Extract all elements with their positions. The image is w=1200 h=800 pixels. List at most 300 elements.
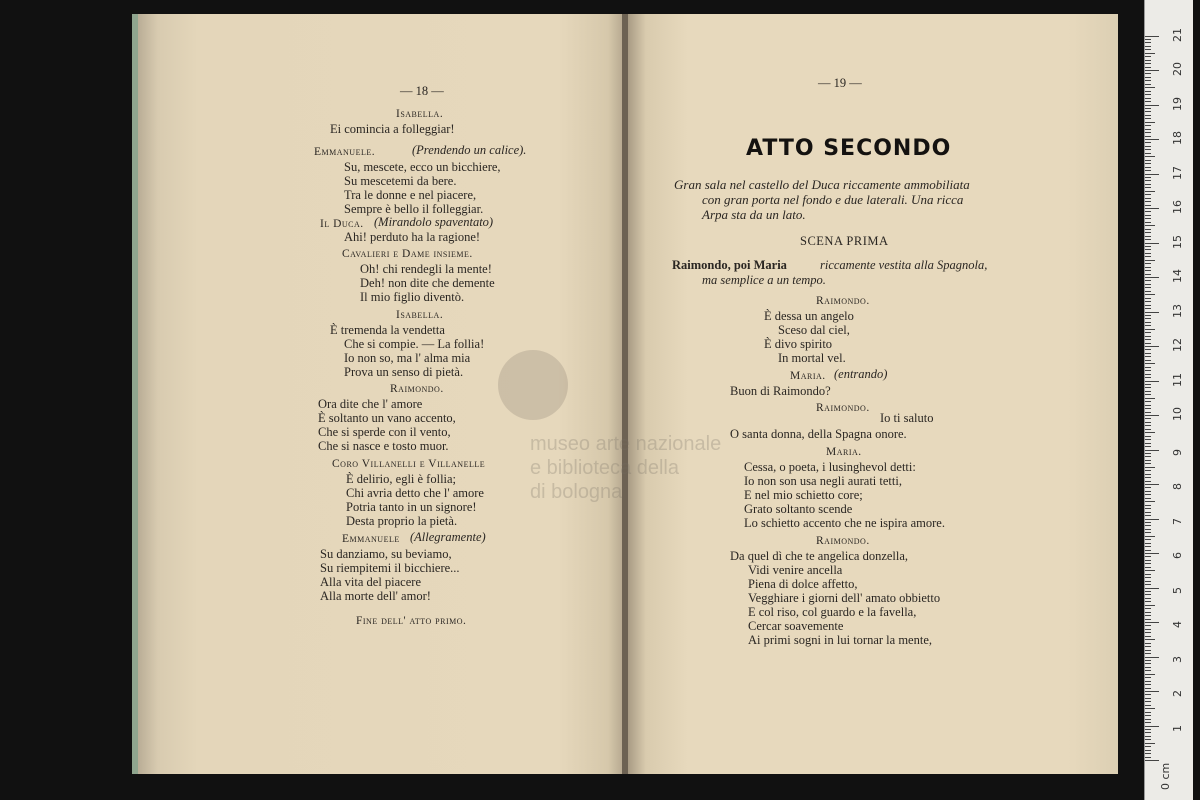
verse-line: Su mescetemi da bere. — [344, 174, 457, 188]
ruler-tick — [1145, 91, 1151, 92]
ruler-tick — [1145, 674, 1155, 675]
ruler-tick — [1145, 484, 1159, 485]
characters-line: Raimondo, poi Maria — [672, 258, 787, 272]
ruler-tick — [1145, 632, 1151, 633]
ruler-tick — [1145, 415, 1159, 416]
ruler-tick — [1145, 167, 1151, 168]
ruler-tick — [1145, 612, 1151, 613]
ruler-tick — [1145, 115, 1151, 116]
ruler-tick — [1145, 705, 1151, 706]
ruler-tick — [1145, 198, 1151, 199]
ruler-tick — [1145, 84, 1151, 85]
speaker-label: Emmanuele — [342, 533, 400, 545]
ruler-tick — [1145, 567, 1151, 568]
ruler-tick — [1145, 422, 1151, 423]
ruler-tick — [1145, 601, 1151, 602]
ruler-tick — [1145, 619, 1151, 620]
ruler-tick — [1145, 305, 1151, 306]
ruler-tick — [1145, 98, 1151, 99]
ruler-tick — [1145, 460, 1151, 461]
ruler-tick — [1145, 425, 1151, 426]
measuring-ruler — [1144, 0, 1193, 800]
ruler-label: 4 — [1171, 621, 1184, 628]
ruler-tick — [1145, 681, 1151, 682]
ruler-tick — [1145, 225, 1155, 226]
verse-line: Da quel dì che te angelica donzella, — [730, 549, 909, 563]
ruler-tick — [1145, 439, 1151, 440]
ruler-tick — [1145, 160, 1151, 161]
speaker-label: Isabella. — [396, 309, 444, 321]
ruler-tick — [1145, 377, 1151, 378]
ruler-tick — [1145, 418, 1151, 419]
ruler-tick — [1145, 550, 1151, 551]
scene-description: Arpa sta da un lato. — [702, 207, 806, 222]
ruler-tick — [1145, 650, 1151, 651]
ruler-tick — [1145, 322, 1151, 323]
ruler-tick — [1145, 349, 1151, 350]
ruler-tick — [1145, 684, 1151, 685]
ruler-tick — [1145, 539, 1151, 540]
ruler-tick — [1145, 39, 1151, 40]
ruler-tick — [1145, 608, 1151, 609]
ruler-tick — [1145, 491, 1151, 492]
ruler-tick — [1145, 739, 1151, 740]
ruler-tick — [1145, 387, 1151, 388]
ruler-tick — [1145, 456, 1151, 457]
ruler-tick — [1145, 470, 1151, 471]
ruler-tick — [1145, 553, 1159, 554]
right-page — [628, 14, 1118, 774]
ruler-tick — [1145, 187, 1151, 188]
ruler-tick — [1145, 274, 1151, 275]
ruler-tick — [1145, 315, 1151, 316]
ruler-tick — [1145, 146, 1151, 147]
stage-direction: (entrando) — [834, 367, 888, 381]
ruler-tick — [1145, 53, 1155, 54]
ruler-tick — [1145, 639, 1155, 640]
verse-line: E nel mio schietto core; — [744, 488, 863, 502]
verse-line: Io ti saluto — [880, 411, 934, 425]
ruler-label: 2 — [1171, 690, 1184, 697]
ruler-tick — [1145, 691, 1159, 692]
watermark-line: e biblioteca della — [530, 457, 679, 479]
ruler-label: 14 — [1171, 269, 1184, 283]
speaker-label: Raimondo. — [816, 535, 870, 547]
ruler-tick — [1145, 653, 1151, 654]
verse-line: Io non so, ma l' alma mia — [344, 351, 471, 365]
ruler-tick — [1145, 136, 1151, 137]
ruler-tick — [1145, 153, 1151, 154]
ruler-tick — [1145, 667, 1151, 668]
ruler-label: 17 — [1171, 165, 1184, 180]
verse-line: Cessa, o poeta, i lusinghevol detti: — [744, 460, 916, 474]
ruler-tick — [1145, 574, 1151, 575]
verse-line: Che si nasce e tosto muor. — [318, 439, 449, 453]
ruler-tick — [1145, 629, 1151, 630]
speaker-label: Maria. — [826, 446, 862, 458]
ruler-tick — [1145, 105, 1159, 106]
ruler-tick — [1145, 163, 1151, 164]
ruler-tick — [1145, 405, 1151, 406]
ruler-tick — [1145, 487, 1151, 488]
ruler-tick — [1145, 370, 1151, 371]
ruler-tick — [1145, 94, 1151, 95]
verse-line: È soltanto un vano accento, — [318, 411, 456, 425]
ruler-tick — [1145, 118, 1151, 119]
ruler-label: 18 — [1171, 131, 1184, 145]
ruler-tick — [1145, 218, 1151, 219]
ruler-tick — [1145, 732, 1151, 733]
speaker-label: Raimondo. — [816, 402, 870, 414]
ruler-label: 8 — [1171, 483, 1184, 490]
ruler-tick — [1145, 87, 1155, 88]
stage-direction: (Mirandolo spaventato) — [374, 215, 494, 229]
ruler-tick — [1145, 588, 1159, 589]
ruler-tick — [1145, 615, 1151, 616]
ruler-tick — [1145, 505, 1151, 506]
speaker-label: Isabella. — [396, 108, 444, 120]
ruler-tick — [1145, 663, 1151, 664]
ruler-tick — [1145, 277, 1159, 278]
ruler-tick — [1145, 260, 1155, 261]
ruler-tick — [1145, 515, 1151, 516]
ruler-tick — [1145, 63, 1151, 64]
ruler-tick — [1145, 384, 1151, 385]
act-end-label: Fine dell' atto primo. — [356, 615, 467, 627]
ruler-tick — [1145, 726, 1159, 727]
speaker-label: Cavalieri e Dame insieme. — [342, 248, 473, 260]
verse-line: È divo spirito — [764, 337, 833, 351]
ruler-tick — [1145, 677, 1151, 678]
ruler-tick — [1145, 177, 1151, 178]
ruler-tick — [1145, 622, 1159, 623]
ruler-tick — [1145, 49, 1151, 50]
ruler-tick — [1145, 156, 1155, 157]
ruler-tick — [1145, 436, 1151, 437]
verse-line: Piena di dolce affetto, — [748, 577, 858, 591]
verse-line: Io non son usa negli aurati tetti, — [744, 474, 902, 488]
ruler-tick — [1145, 108, 1151, 109]
verse-line: È delirio, egli è follia; — [346, 472, 457, 486]
ruler-label: 15 — [1171, 234, 1184, 249]
ruler-tick — [1145, 312, 1159, 313]
ruler-tick — [1145, 401, 1151, 402]
verse-line: Vidi venire ancella — [748, 563, 843, 577]
ruler-label: 21 — [1171, 27, 1184, 42]
verse-line: Vegghiare i giorni dell' amato obbietto — [748, 591, 941, 605]
ruler-tick — [1145, 267, 1151, 268]
ruler-tick — [1145, 474, 1151, 475]
speaker-label: Emmanuele. — [314, 146, 376, 158]
ruler-tick — [1145, 605, 1155, 606]
verse-line: Ei comincia a folleggiar! — [330, 122, 455, 136]
ruler-tick — [1145, 501, 1155, 502]
ruler-tick — [1145, 477, 1151, 478]
ruler-tick — [1145, 215, 1151, 216]
ruler-tick — [1145, 353, 1151, 354]
ruler-tick — [1145, 563, 1151, 564]
speaker-label: Il Duca. — [320, 218, 364, 230]
ruler-label: 19 — [1171, 96, 1184, 111]
verse-line: Ahi! perduto ha la ragione! — [344, 230, 481, 244]
ruler-tick — [1145, 519, 1159, 520]
ruler-tick — [1145, 249, 1151, 250]
ruler-tick — [1145, 208, 1159, 209]
ruler-tick — [1145, 712, 1151, 713]
ruler-tick — [1145, 201, 1151, 202]
ruler-tick — [1145, 708, 1155, 709]
ruler-tick — [1145, 149, 1151, 150]
verse-line: Prova un senso di pietà. — [344, 365, 464, 379]
ruler-tick — [1145, 536, 1155, 537]
ruler-tick — [1145, 287, 1151, 288]
ruler-tick — [1145, 643, 1151, 644]
ruler-tick — [1145, 760, 1159, 761]
ruler-tick — [1145, 298, 1151, 299]
ruler-label: 10 — [1171, 407, 1184, 421]
verse-line: Potria tanto in un signore! — [346, 500, 477, 514]
ruler-tick — [1145, 132, 1151, 133]
ruler-tick — [1145, 432, 1155, 433]
ruler-tick — [1145, 291, 1151, 292]
ruler-tick — [1145, 498, 1151, 499]
ruler-tick — [1145, 374, 1151, 375]
verse-line: Sceso dal ciel, — [778, 323, 850, 337]
left-page-number: — 18 — — [400, 84, 444, 98]
ruler-tick — [1145, 194, 1151, 195]
ruler-tick — [1145, 581, 1151, 582]
ruler-tick — [1145, 253, 1151, 254]
open-book — [132, 14, 1118, 774]
ruler-tick — [1145, 246, 1151, 247]
ruler-tick — [1145, 463, 1151, 464]
ruler-tick — [1145, 46, 1151, 47]
ruler-label: 16 — [1171, 200, 1184, 214]
ruler-tick — [1145, 412, 1151, 413]
ruler-tick — [1145, 525, 1151, 526]
ruler-label: 11 — [1171, 372, 1184, 387]
ruler-tick — [1145, 80, 1151, 81]
verse-line: È tremenda la vendetta — [330, 323, 445, 337]
ruler-tick — [1145, 529, 1151, 530]
ruler-tick — [1145, 346, 1159, 347]
ruler-tick — [1145, 256, 1151, 257]
verse-line: Cercar soavemente — [748, 619, 844, 633]
ruler-tick — [1145, 301, 1151, 302]
ruler-tick — [1145, 512, 1151, 513]
watermark-line: museo arte nazionale — [530, 433, 722, 455]
ruler-tick — [1145, 443, 1151, 444]
ruler-tick — [1145, 332, 1151, 333]
ruler-tick — [1145, 570, 1155, 571]
ruler-tick — [1145, 688, 1151, 689]
verse-line: Su, mescete, ecco un bicchiere, — [344, 160, 501, 174]
ruler-unit: 0 cm — [1159, 762, 1172, 790]
ruler-tick — [1145, 36, 1159, 37]
ruler-tick — [1145, 325, 1151, 326]
verse-line: Su danziamo, su beviamo, — [320, 547, 452, 561]
ruler-tick — [1145, 294, 1155, 295]
ruler-tick — [1145, 139, 1159, 140]
ruler-label: 6 — [1171, 552, 1184, 559]
verse-line: Ora dite che l' amore — [318, 397, 423, 411]
ruler-label: 3 — [1171, 655, 1184, 663]
speaker-label: Coro Villanelli e Villanelle — [332, 458, 486, 470]
ruler-tick — [1145, 60, 1151, 61]
ruler-tick — [1145, 122, 1155, 123]
ruler-tick — [1145, 191, 1155, 192]
ruler-tick — [1145, 229, 1151, 230]
ruler-label: 1 — [1171, 724, 1184, 732]
ruler-tick — [1145, 657, 1159, 658]
ruler-tick — [1145, 170, 1151, 171]
scene-description: con gran porta nel fondo e due laterali. Una ricca — [702, 192, 964, 207]
ruler-tick — [1145, 339, 1151, 340]
verse-line: Desta proprio la pietà. — [346, 514, 458, 528]
verse-line: E col riso, col guardo e la favella, — [748, 605, 917, 619]
ruler-tick — [1145, 560, 1151, 561]
ruler-tick — [1145, 546, 1151, 547]
ruler-tick — [1145, 757, 1151, 758]
ruler-tick — [1145, 450, 1159, 451]
ruler-tick — [1145, 591, 1151, 592]
verse-line: Lo schietto accento che ne ispira amore. — [744, 516, 945, 530]
ruler-tick — [1145, 750, 1151, 751]
ruler-tick — [1145, 211, 1151, 212]
ruler-tick — [1145, 111, 1151, 112]
ruler-tick — [1145, 556, 1151, 557]
ruler-tick — [1145, 67, 1151, 68]
ruler-tick — [1145, 174, 1159, 175]
stage-direction: (Prendendo un calice). — [412, 143, 527, 157]
act-title: ATTO SECONDO — [746, 136, 952, 161]
ruler-tick — [1145, 701, 1151, 702]
ruler-tick — [1145, 446, 1151, 447]
ruler-tick — [1145, 719, 1151, 720]
verse-line: Ai primi sogni in lui tornar la mente, — [748, 633, 932, 647]
scene-heading: SCENA PRIMA — [800, 234, 889, 248]
stage-direction: (Allegramente) — [410, 530, 486, 544]
ruler-tick — [1145, 284, 1151, 285]
verse-line: Tra le donne e nel piacere, — [344, 188, 477, 202]
verse-line: È dessa un angelo — [764, 309, 854, 323]
verse-line: Alla vita del piacere — [320, 575, 421, 589]
ruler-tick — [1145, 42, 1151, 43]
ruler-tick — [1145, 343, 1151, 344]
ruler-tick — [1145, 467, 1155, 468]
ruler-tick — [1145, 270, 1151, 271]
ruler-label: 13 — [1171, 303, 1184, 318]
ruler-tick — [1145, 363, 1155, 364]
verse-line: Su riempitemi il bicchiere... — [320, 561, 460, 575]
ruler-label: 9 — [1171, 448, 1184, 456]
ruler-label: 7 — [1171, 517, 1184, 525]
ruler-tick — [1145, 532, 1151, 533]
ruler-tick — [1145, 101, 1151, 102]
ruler-tick — [1145, 594, 1151, 595]
verse-line: Buon di Raimondo? — [730, 384, 831, 398]
stage-direction: riccamente vestita alla Spagnola, — [820, 258, 988, 272]
ruler-tick — [1145, 481, 1151, 482]
ruler-tick — [1145, 308, 1151, 309]
verse-line: Deh! non dite che demente — [360, 276, 495, 290]
ruler-tick — [1145, 729, 1151, 730]
ruler-tick — [1145, 70, 1159, 71]
ruler-tick — [1145, 142, 1151, 143]
ruler-tick — [1145, 429, 1151, 430]
ruler-tick — [1145, 391, 1151, 392]
ruler-tick — [1145, 398, 1155, 399]
ruler-tick — [1145, 598, 1151, 599]
watermark-text — [530, 432, 770, 504]
verse-line: Che si compie. — La follia! — [344, 337, 485, 351]
ruler-tick — [1145, 236, 1151, 237]
ruler-tick — [1145, 522, 1151, 523]
ruler-tick — [1145, 753, 1151, 754]
watermark-line: di bologna — [530, 481, 623, 503]
ruler-tick — [1145, 129, 1151, 130]
ruler-tick — [1145, 336, 1151, 337]
verse-line: Grato soltanto scende — [744, 502, 853, 516]
ruler-tick — [1145, 222, 1151, 223]
ruler-tick — [1145, 381, 1159, 382]
ruler-tick — [1145, 263, 1151, 264]
stage-direction: ma semplice a un tempo. — [702, 273, 826, 287]
ruler-tick — [1145, 636, 1151, 637]
ruler-tick — [1145, 367, 1151, 368]
verse-line: In mortal vel. — [778, 351, 846, 365]
ruler-tick — [1145, 360, 1151, 361]
ruler-tick — [1145, 625, 1151, 626]
ruler-tick — [1145, 243, 1159, 244]
scene-description: Gran sala nel castello del Duca riccamente ammobiliata — [674, 177, 970, 192]
ruler-tick — [1145, 73, 1151, 74]
ruler-tick — [1145, 356, 1151, 357]
speaker-label: Raimondo. — [816, 295, 870, 307]
ruler-tick — [1145, 543, 1151, 544]
ruler-label: 12 — [1171, 338, 1184, 352]
ruler-tick — [1145, 698, 1151, 699]
ruler-tick — [1145, 280, 1151, 281]
ruler-tick — [1145, 715, 1151, 716]
ruler-tick — [1145, 453, 1151, 454]
verse-line: Alla morte dell' amor! — [320, 589, 431, 603]
verse-line: Oh! chi rendegli la mente! — [360, 262, 492, 276]
ruler-tick — [1145, 670, 1151, 671]
verse-line: O santa donna, della Spagna onore. — [730, 427, 907, 441]
ruler-tick — [1145, 736, 1151, 737]
ruler-tick — [1145, 205, 1151, 206]
verse-line: Sempre è bello il folleggiar. — [344, 202, 484, 216]
ruler-tick — [1145, 660, 1151, 661]
verse-line: Il mio figlio diventò. — [360, 290, 465, 304]
right-page-number: — 19 — — [818, 76, 862, 90]
ruler-tick — [1145, 239, 1151, 240]
ruler-tick — [1145, 577, 1151, 578]
ruler-tick — [1145, 584, 1151, 585]
ruler-tick — [1145, 746, 1151, 747]
ruler-tick — [1145, 408, 1151, 409]
ruler-tick — [1145, 184, 1151, 185]
ruler-tick — [1145, 494, 1151, 495]
ruler-tick — [1145, 646, 1151, 647]
ruler-tick — [1145, 394, 1151, 395]
speaker-label: Maria. — [790, 370, 826, 382]
watermark-logo — [498, 350, 568, 420]
verse-line: Che si sperde con il vento, — [318, 425, 451, 439]
ruler-label: 5 — [1171, 586, 1184, 594]
ruler-tick — [1145, 722, 1151, 723]
